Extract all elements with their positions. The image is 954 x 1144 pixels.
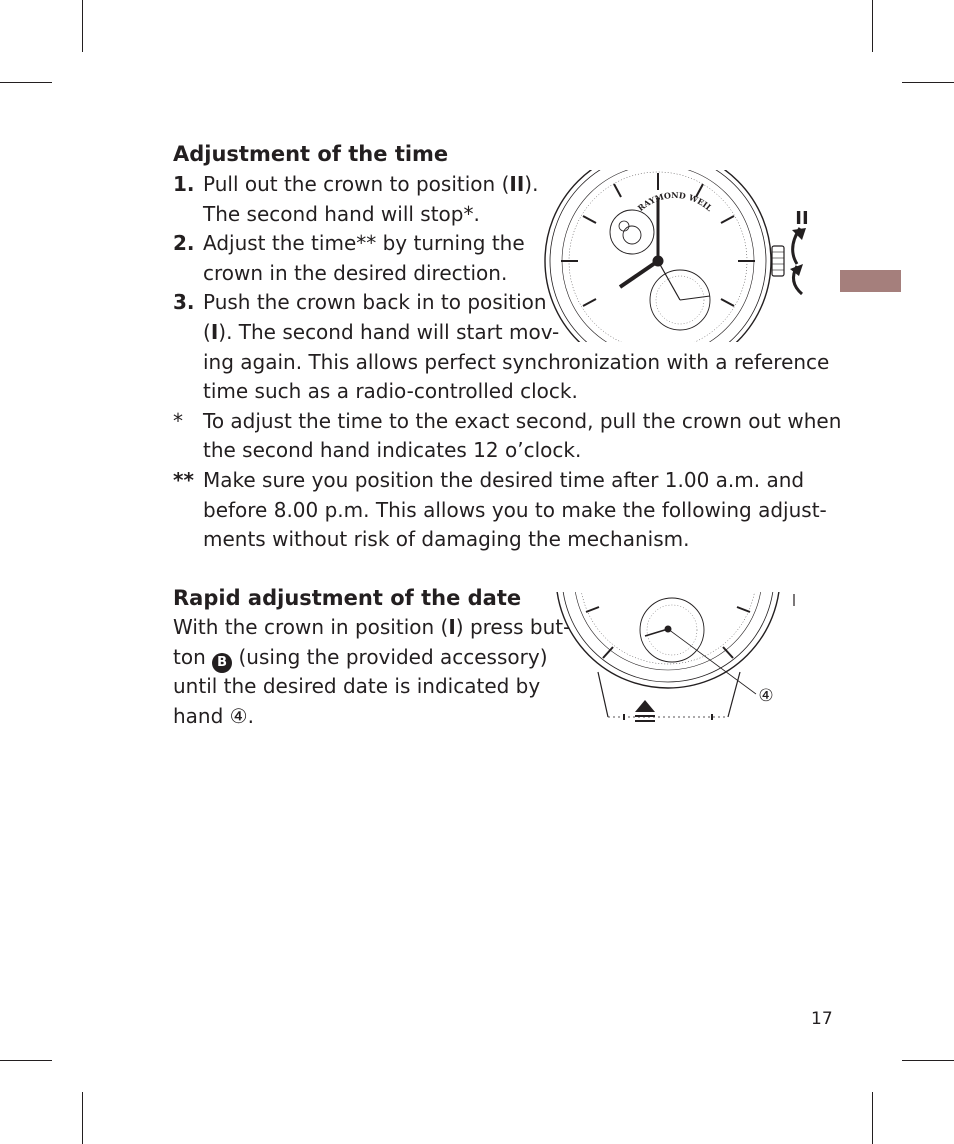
section-title-date-adjustment: Rapid adjustment of the date	[173, 586, 522, 610]
svg-text:RAYMOND WEIL	[636, 190, 715, 213]
crop-mark-bottom-right-h	[902, 1060, 954, 1061]
crop-mark-bottom-right-v	[872, 1092, 873, 1144]
watch-crown-figure	[540, 170, 815, 349]
chapter-tab-marker	[840, 270, 901, 292]
step-number: 1.	[173, 172, 195, 196]
page-number: 17	[811, 1009, 833, 1029]
crown-position-label: II	[795, 208, 809, 229]
date-instruction-line-2: ton B (using the provided accessory)	[173, 643, 548, 673]
step-number: 2.	[173, 231, 195, 256]
crop-mark-top-left-v	[82, 0, 83, 52]
date-instruction-line-4: hand ④.	[173, 703, 254, 728]
hand-4-marker: ④	[229, 703, 248, 728]
date-instruction-line-1: With the crown in position (I) press but-	[173, 615, 571, 639]
crop-mark-top-right-v	[872, 0, 873, 52]
crop-mark-top-left-h	[0, 82, 52, 83]
crop-mark-bottom-left-h	[0, 1060, 52, 1061]
callout-hand-4: ④	[758, 686, 774, 706]
step-number: 3.	[173, 290, 195, 315]
crop-mark-top-right-h	[902, 82, 954, 83]
watch-date-button-figure	[550, 592, 800, 731]
section-title-time-adjustment: Adjustment of the time	[173, 142, 449, 166]
button-b-icon: B	[212, 653, 232, 673]
crop-mark-bottom-left-v	[82, 1092, 83, 1144]
date-instruction-line-3: until the desired date is indicated by	[173, 674, 541, 699]
brand-label: RAYMOND WEIL	[635, 190, 715, 214]
